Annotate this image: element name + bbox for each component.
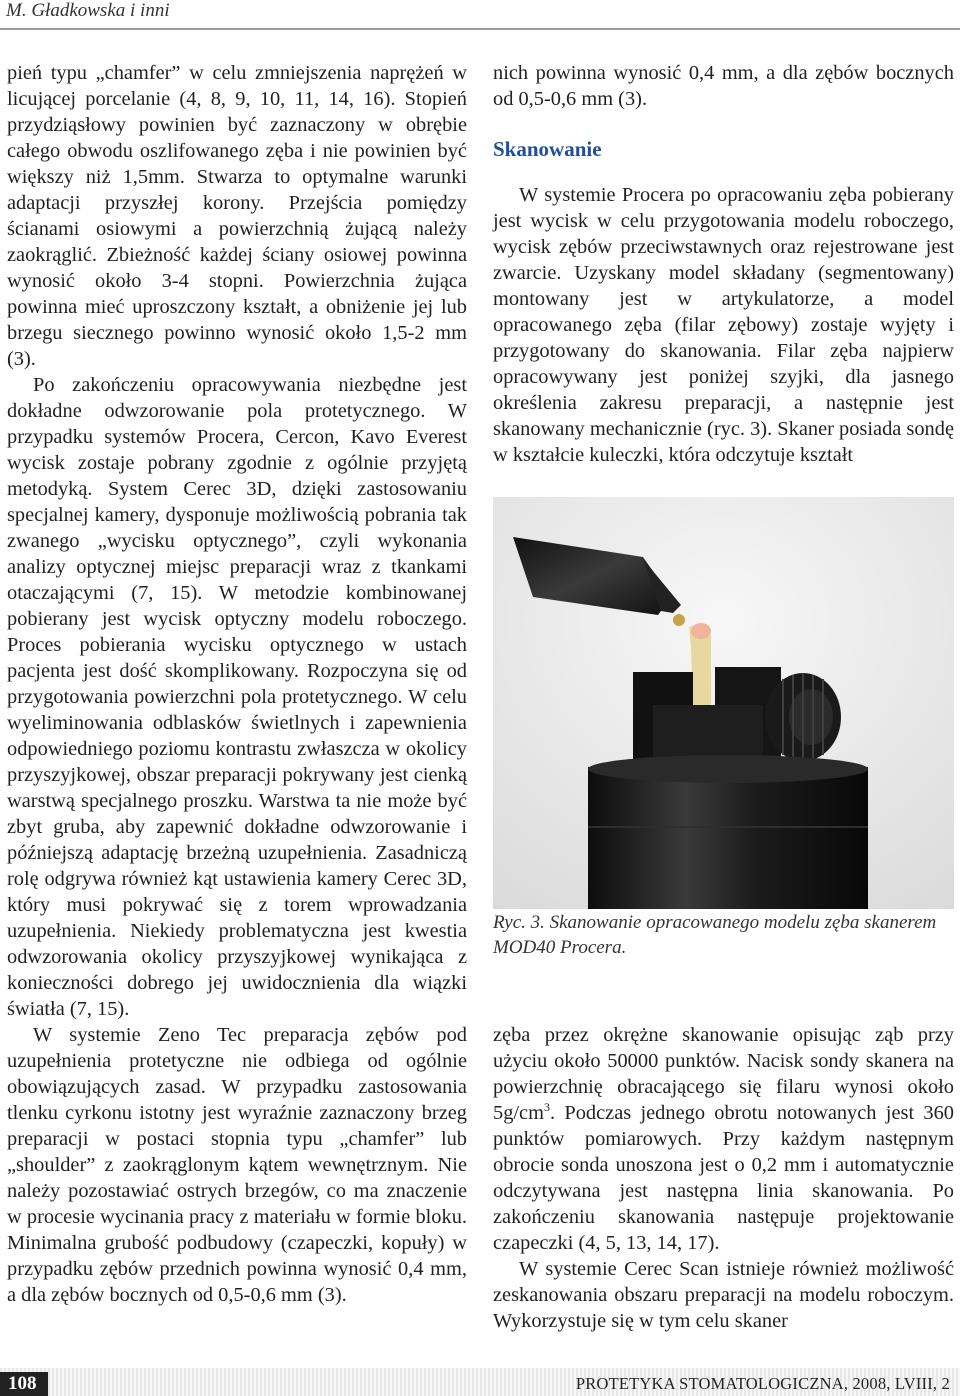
journal-title: PROTETYKA STOMATOLOGICZNA, 2008, LVIII, 2 bbox=[575, 1374, 950, 1393]
right-column-top bbox=[493, 60, 954, 468]
page-number: 108 bbox=[0, 1372, 48, 1396]
figure-caption: Ryc. 3. Skanowanie opracowanego modelu zęba skanerem MOD40 Procera. bbox=[493, 912, 937, 958]
paragraph: Po zakończeniu opracowywania niezbędne jest dokładne odwzorowanie pola protetycznego. W przypadku systemów Procera, Cercon, Kavo Everest wycisk zostaje pobrany zgodnie z ogólnie przyjętą metodyką. System Cerec 3D, dzięki zastosowaniu specjalnej kamery, dysponuje możliwością pobrania tak zwanego „wycisku optycznego”, czyli wykonania analizy optycznej miejsc preparacji wraz z tkankami otaczającymi (7, 15). W metodzie kombinowanej pobierany jest wycisk optyczny modelu roboczego. Proces pobierania wycisku optycznego w ustach pacjenta jest dość skomplikowany. Rozpoczyna się od przygotowania powierzchni pola protetycznego. W celu wyeliminowania odblasków świetlnych i zapewnienia odpowiedniego poziomu kontrastu zwłaszcza w okolicy przyszyjkowej, obszar preparacji pokrywany jest cienką warstwą specjalnego proszku. Warstwa ta nie może być zbyt gruba, aby zapewnić dokładne odwzorowanie i późniejszą adaptację brzeżną uzupełnienia. Zasadniczą rolę odgrywa również kąt ustawienia kamery Cerec 3D, który musi pokrywać się z torem wprowadzania uzupełnienia. Niekiedy problematyczna jest kwestia odwzorowania okolicy przyszyjkowej wynikająca z konieczności dobrego jej uwidocznienia dla wiązki światła (7, 15). bbox=[7, 374, 467, 1020]
paragraph: W systemie Procera po opracowaniu zęba pobierany jest wycisk w celu przygotowania modelu roboczego, wycisk zębów przeciwstawnych oraz rejestrowane jest zwarcie. Uzyskany model składany (segmentowany) montowany jest w artykulatorze, a model opracowanego zęba (filar zębowy) zostaje wyjęty i przygotowany do skanowania. Filar zęba najpierw opracowywany jest poniżej szyjki, dla jasnego określenia zakresu preparacji, a następnie jest skanowany mechanicznie (ryc. 3). Skaner posiada sondę w kształcie kuleczki, która odczytuje kształt bbox=[493, 184, 954, 466]
paragraph bbox=[493, 1022, 954, 1256]
paragraph-text: . Podczas jednego obrotu notowanych jest 360 punktów pomiarowych. Przy każdym następnym obrocie sonda unoszona jest o 0,2 mm i automatycznie odczytywana jest następna linia skanowania. Po zakończeniu skanowania następuje projektowanie czapeczki (4, 5, 13, 14, 17). bbox=[493, 1102, 954, 1254]
section-heading: Skanowanie bbox=[493, 137, 602, 161]
scanner-photo bbox=[493, 497, 954, 909]
paragraph-continuation: nich powinna wynosić 0,4 mm, a dla zębów bocznych od 0,5-0,6 mm (3). bbox=[493, 62, 954, 110]
scanner-illustration bbox=[493, 497, 954, 909]
turntable-base bbox=[588, 767, 868, 909]
paragraph: W systemie Cerec Scan istnieje również możliwość zeskanowania obszaru preparacji na modelu roboczym. Wykorzystuje się w tym celu skaner bbox=[493, 1258, 954, 1332]
left-column bbox=[7, 60, 467, 1308]
paragraph: W systemie Zeno Tec preparacja zębów pod uzupełnienia protetyczne nie odbiega od ogólnie obowiązujących zasad. W przypadku zastosowania tlenku cyrkonu istotny jest wyraźnie zaznaczony brzeg preparacji w postaci stopnia typu „chamfer” lub „shoulder” z zaokrąglonym kątem wewnętrznym. Nie należy pozostawiać ostrych brzegów, co ma znaczenie w procesie wycinania pracy z materiału w formie bloku. Minimalna grubość podbudowy (czapeczki, kopuły) w przypadku zębów przednich powinna wynosić 0,4 mm, a dla zębów bocznych od 0,5-0,6 mm (3). bbox=[7, 1024, 467, 1306]
paragraph-text: zęba przez okrężne skanowanie opisując ząb przy użyciu około 50000 punktów. Nacisk sondy skanera na powierzchnię obracającego się filaru wynosi około 5g/cm bbox=[493, 1024, 954, 1124]
paragraph: pień typu „chamfer” w celu zmniejszenia naprężeń w licującej porcelanie (4, 8, 9, 10, 11, 14, 16). Stopień przydziąsłowy powinien być zaznaczony w obrębie całego obwodu oszlifowanego zęba i nie powinien być większy niż 1,5mm. Stwarza to optymalne warunki adaptacji przyszłej korony. Przejścia pomiędzy ścianami osiowymi a powierzchnią żującą należy zaokrąglić. Zbieżność każdej ściany osiowej powinna wynosić około 3-4 stopni. Powierzchnia żująca powinna mieć uproszczony kształt, a obniżenie jej lub brzegu siecznego powinno wynosić około 1,5-2 mm (3). bbox=[7, 62, 467, 370]
header-rule bbox=[0, 28, 960, 30]
probe-ball bbox=[673, 614, 685, 626]
superscript: 3 bbox=[543, 1100, 550, 1115]
right-column-bottom bbox=[493, 1022, 954, 1334]
running-head: M. Gładkowska i inni bbox=[6, 0, 170, 21]
